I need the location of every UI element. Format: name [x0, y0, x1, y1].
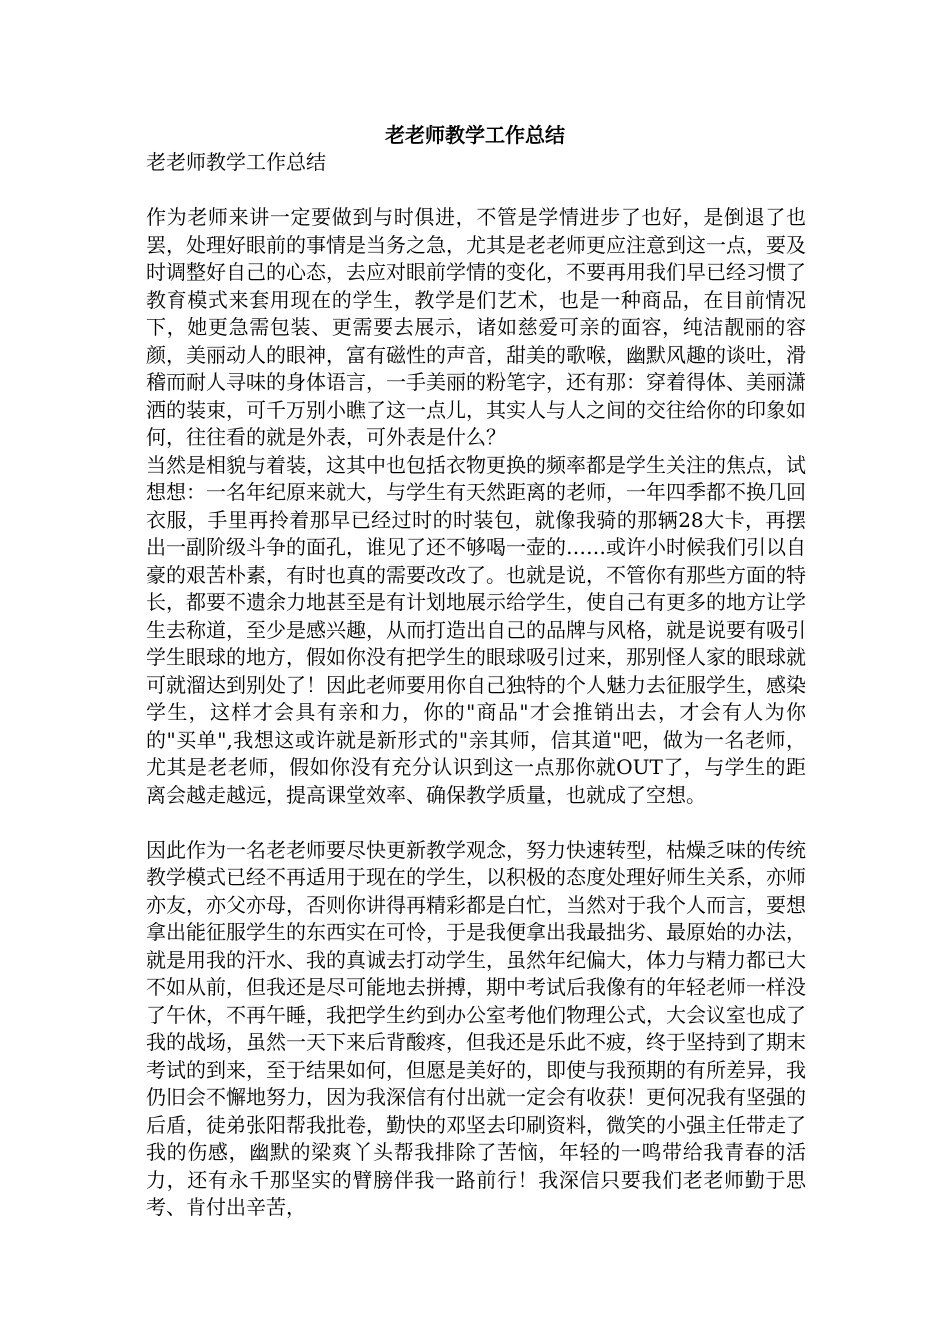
paragraph-3: 因此作为一名老老师要尽快更新教学观念，努力快速转型，枯燥乏味的传统教学模式已经不再适用于现在的学生，以积极的态度处理好师生关系，亦师亦友，亦父亦母，否则你讲得再精彩都是白忙，当然对于我个人而言，要想拿出能征服学生的东西实在可怜，于是我便拿出我最拙劣、最原始的办法，就是用我的汗水、我的真诚去打动学生，虽然年纪偏大，体力与精力都已大不如从前，但我还是尽可能地去拼搏，期中考试后我像有的年轻老师一样没了午休，不再午睡，我把学生约到办公室考他们物理公式，大会议室也成了我的战场，虽然一天下来后背酸疼，但我还是乐此不疲，终于坚持到了期末考试的到来，至于结果如何，但愿是美好的，即使与我预期的有所差异，我仍旧会不懈地努力，因为我深信有付出就一定会有收获！更何况我有坚强的后盾，徒弟张阳帮我批卷，勤快的邓坚去印刷资料，微笑的小强主任带走了我的伤感，幽默的梁爽丫头帮我排除了苦恼，年轻的一鸣带给我青春的活力，还有永千那坚实的臂膀伴我一路前行！我深信只要我们老老师勤于思考、肯付出辛苦， — [146, 837, 806, 1219]
blank-line — [146, 177, 806, 205]
document-title: 老老师教学工作总结 — [385, 123, 565, 147]
paragraph-1: 作为老师来讲一定要做到与时俱进，不管是学情进步了也好，是倒退了也罢，处理好眼前的事情是当务之急，尤其是老老师更应注意到这一点，要及时调整好自己的心态，去应对眼前学情的变化，不要再用我们早已经习惯了教育模式来套用现在的学生，教学是们艺术，也是一种商品，在目前情况下，她更急需包装、更需要去展示，诸如慈爱可亲的面容，纯洁靓丽的容颜，美丽动人的眼神，富有磁性的声音，甜美的歌喉，幽默风趣的谈吐，滑稽而耐人寻味的身体语言，一手美丽的粉笔字，还有那：穿着得体、美丽潇洒的装束，可千万别小瞧了这一点儿，其实人与人之间的交往给你的印象如何，往往看的就是外表，可外表是什么？ — [146, 205, 806, 449]
blank-line — [146, 809, 806, 837]
paragraph-2: 当然是相貌与着装，这其中也包括衣物更换的频率都是学生关注的焦点，试想想：一名年纪原来就大，与学生有天然距离的老师，一年四季都不换几回衣服，手里再拎着那早已经过时的时装包，就像我骑的那辆28大卡，再摆出一副阶级斗争的面孔，谁见了还不够喝一壶的……或许小时候我们引以自豪的艰苦朴素，有时也真的需要改改了。也就是说，不管你有那些方面的特长，都要不遗余力地甚至是有计划地展示给学生，使自己有更多的地方让学生去称道，至少是感兴趣，从而打造出自己的品牌与风格，就是说要有吸引学生眼球的地方，假如你没有把学生的眼球吸引过来，那别怪人家的眼球就可就溜达到别处了！因此老师要用你自己独特的个人魅力去征服学生，感染学生，这样才会具有亲和力，你的"商品"才会推销出去，才会有人为你的"买单",我想这或许就是新形式的"亲其师，信其道"吧，做为一名老师，尤其是老老师，假如你没有充分认识到这一点那你就OUT了，与学生的距离会越走越远，提高课堂效率、确保教学质量，也就成了空想。 — [146, 452, 806, 807]
document-body — [146, 149, 806, 1222]
document-subtitle: 老老师教学工作总结 — [146, 150, 326, 174]
